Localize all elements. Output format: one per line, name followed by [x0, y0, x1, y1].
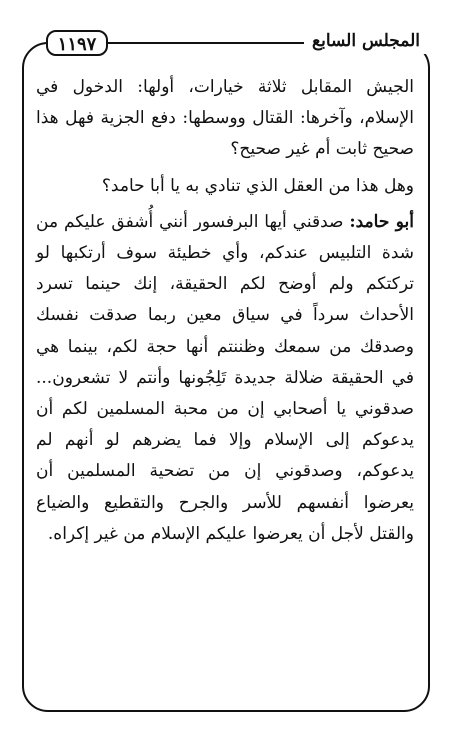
paragraph-2: وهل هذا من العقل الذي تنادي به يا أبا حامد؟: [101, 175, 414, 196]
speaker-name: أبو حامد:: [349, 211, 414, 232]
section-title: المجلس السابع: [304, 28, 430, 54]
paragraph-3-text: صدقني أيها البرفسور أنني أُشفق عليكم من شدة التلبيس عندكم، وأي خطيئة سوف أرتكبها لو تركتكم ولم أوضح لكم الحقيقة، إنك حينما تسرد الأحداث سرداً في سياق معين ربما صدقت نفسك وصدقك من سمعك وظننتم أنها حجة لكم، بينما هي في الحقيقة ضلالة جديدة تَلِجُونها وأنتم لا تشعرون... صدقوني يا أصحابي إن من محبة المسلمين لكم أن يدعوكم إلى الإسلام وإلا فما يضرهم لو أنهم لم يدعوكم، وصدقوني إن من تضحية المسلمين أن يعرضوا أنفسهم للأسر والجرح والتقطيع والضياع والقتل لأجل أن يعرضوا عليكم الإسلام من غير إكراه.: [36, 211, 414, 544]
paragraph-1: الجيش المقابل ثلاثة خيارات، أولها: الدخول في الإسلام، وآخرها: القتال ووسطها: دفع الجزية فهل هذا صحيح ثابت أم غير صحيح؟: [36, 77, 414, 160]
page-body: [36, 72, 414, 550]
page-number: ١١٩٧: [46, 30, 108, 56]
paragraph-3: [36, 207, 414, 550]
